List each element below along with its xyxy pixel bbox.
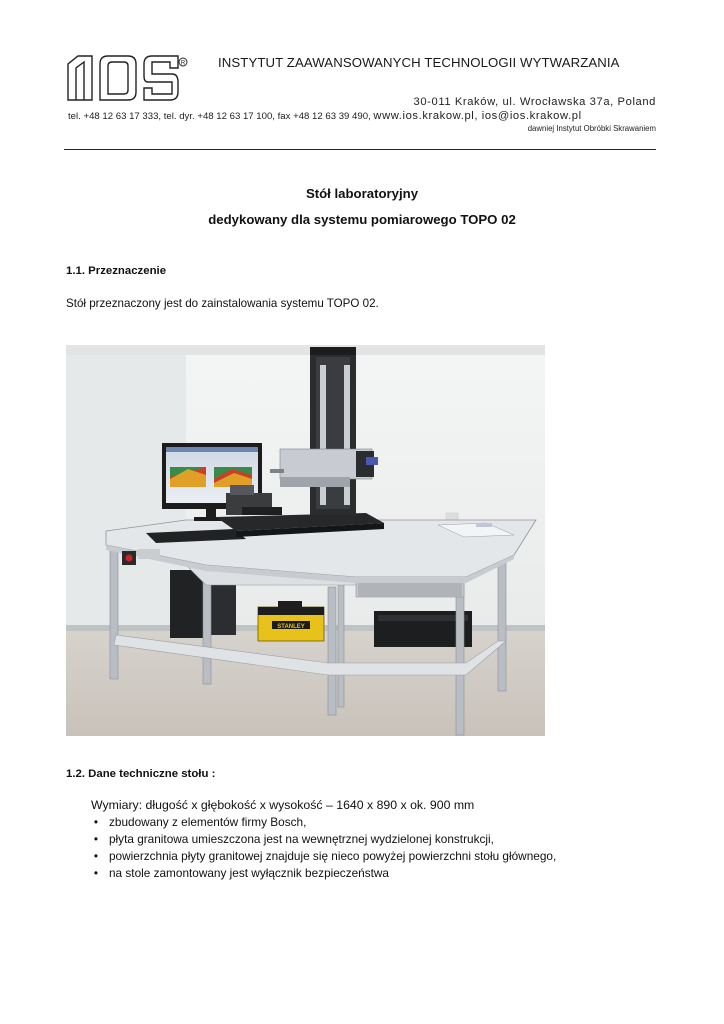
lab-table-photo — [66, 345, 545, 736]
list-item: • płyta granitowa umieszczona jest na wewnętrznej wydzielonej konstrukcji, — [91, 831, 556, 848]
bullet-icon: • — [93, 849, 99, 863]
section-heading-specs: 1.2. Dane techniczne stołu : — [66, 768, 216, 780]
list-item: • zbudowany z elementów firmy Bosch, — [91, 814, 556, 831]
bullet-icon: • — [93, 832, 99, 846]
list-item: • na stole zamontowany jest wyłącznik bezpieczeństwa — [91, 865, 556, 882]
ios-logo — [66, 54, 190, 102]
list-item: • powierzchnia płyty granitowej znajduje się nieco powyżej powierzchni stołu głównego, — [91, 848, 556, 865]
former-name: dawniej Instytut Obróbki Skrawaniem — [527, 124, 656, 133]
dimensions-text: Wymiary: długość x głębokość x wysokość – 1640 x 890 x ok. 900 mm — [91, 798, 475, 812]
header-divider — [64, 149, 656, 150]
contacts-web[interactable]: www.ios.krakow.pl, ios@ios.krakow.pl — [373, 110, 582, 122]
document-subtitle: dedykowany dla systemu pomiarowego TOPO 02 — [208, 212, 516, 227]
document-title: Stół laboratoryjny — [305, 186, 419, 201]
org-name: INSTYTUT ZAAWANSOWANYCH TECHNOLOGII WYTWARZANIA — [218, 55, 620, 70]
toolbox-label: STANLEY — [277, 624, 305, 630]
svg-text:R: R — [180, 60, 186, 67]
address: 30-011 Kraków, ul. Wrocławska 37a, Poland — [413, 96, 656, 108]
specs-list — [91, 814, 556, 882]
section-text-purpose: Stół przeznaczony jest do zainstalowania systemu TOPO 02. — [66, 297, 379, 310]
bullet-icon: • — [93, 866, 99, 880]
section-heading-purpose: 1.1. Przeznaczenie — [66, 265, 167, 277]
contacts — [68, 110, 582, 122]
contacts-phone: tel. +48 12 63 17 333, tel. dyr. +48 12 63 17 100, fax +48 12 63 39 490, — [68, 111, 374, 122]
bullet-icon: • — [93, 815, 99, 829]
registered-mark-icon — [179, 58, 187, 67]
